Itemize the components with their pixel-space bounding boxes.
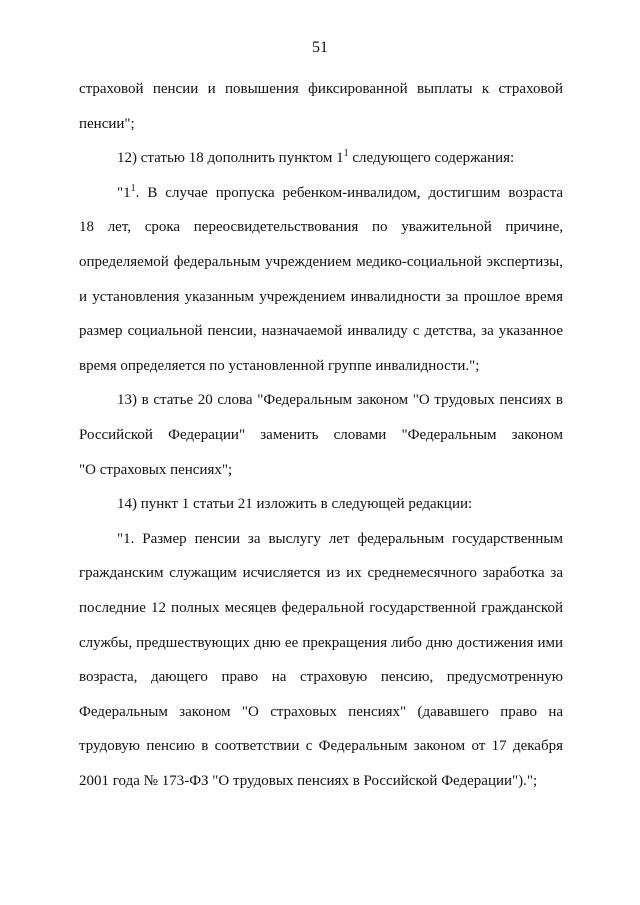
text-line: "1. Размер пенсии за выслугу лет федеральным государственным (117, 530, 563, 547)
text-line: размер социальной пенсии, назначаемой инвалиду с детства, за указанное (79, 323, 563, 340)
text-line: 14) пункт 1 статьи 21 изложить в следующей редакции: (117, 496, 473, 513)
text-line: время определяется по установленной группе инвалидности."; (79, 357, 480, 374)
text-line: "О страховых пенсиях"; (79, 461, 233, 478)
text-line: последние 12 полных месяцев федеральной государственной гражданской (79, 599, 563, 616)
text-line: 13) в статье 20 слова "Федеральным законом "О трудовых пенсиях в (117, 392, 563, 409)
text-fragment: . В случае пропуска ребенком-инвалидом, достигшим возраста (135, 184, 563, 201)
text-line: гражданским служащим исчисляется из их среднемесячного заработка за (79, 565, 563, 582)
text-line (79, 141, 563, 176)
text-line: возраста, дающего право на страховую пенсию, предусмотренную (79, 669, 563, 686)
text-line: Российской Федерации" заменить словами "Федеральным законом (79, 426, 563, 443)
text-fragment: "1 (117, 184, 131, 201)
text-line: 2001 года № 173-ФЗ "О трудовых пенсиях в Российской Федерации")."; (79, 772, 538, 789)
text-line: Федеральным законом "О страховых пенсиях" (дававшего право на (79, 703, 563, 720)
text-line: трудовую пенсию в соответствии с Федеральным законом от 17 декабря (79, 738, 563, 755)
text-line: и установления указанным учреждением инвалидности за прошлое время (79, 288, 563, 305)
text-line: определяемой федеральным учреждением медико-социальной экспертизы, (79, 253, 563, 270)
paragraph-quote-1 (79, 522, 563, 799)
paragraph-item-14 (79, 487, 563, 522)
text-line: 18 лет, срока переосвидетельствования по уважительной причине, (79, 219, 563, 236)
document-body (79, 72, 563, 798)
text-line: службы, предшествующих дню ее прекращения либо дню достижения ими (79, 634, 563, 651)
text-fragment: следующего содержания: (348, 150, 515, 167)
superscript: 1 (130, 182, 136, 194)
text-line: страховой пенсии и повышения фиксированной выплаты к страховой (79, 81, 563, 97)
page-number: 51 (312, 39, 328, 56)
paragraph-quote-1-1 (79, 176, 563, 384)
paragraph-item-12 (79, 141, 563, 176)
superscript: 1 (343, 148, 349, 160)
text-line: пенсии"; (79, 115, 135, 132)
text-line (79, 176, 563, 211)
text-fragment: 12) статью 18 дополнить пунктом 1 (117, 150, 344, 167)
paragraph-continuation (79, 72, 563, 141)
paragraph-item-13 (79, 383, 563, 487)
